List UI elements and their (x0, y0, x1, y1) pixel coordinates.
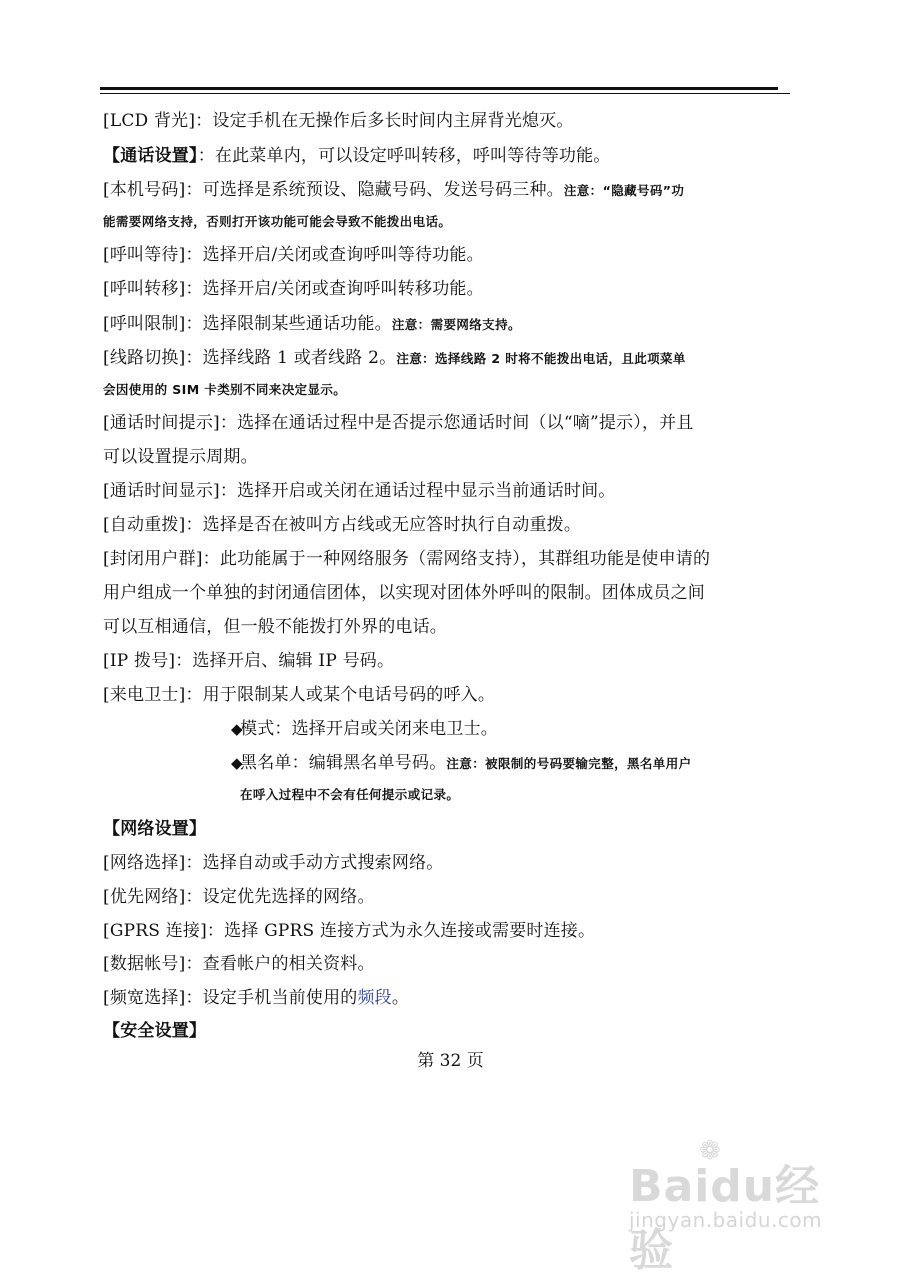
diamond-bullet-icon: ◆ (231, 720, 243, 738)
text-line: [LCD 背光]：设定手机在无操作后多长时间内主屏背光熄灭。 (103, 111, 574, 131)
text-line: [通话时间提示]：选择在通话过程中是否提示您通话时间（以“嘀”提示），并且 (103, 413, 694, 433)
note-text: 注意：“隐藏号码”功 (563, 183, 685, 198)
text-line: [IP 拨号]：选择开启、编辑 IP 号码。 (103, 651, 395, 671)
text-line (103, 378, 793, 401)
paw-icon: ❁ (699, 1136, 721, 1166)
text-line: [封闭用户群]：此功能属于一种网络服务（需网络支持），其群组功能是使申请的 (103, 549, 711, 569)
note-text: 会因使用的 SIM 卡类别不同来决定显示。 (103, 382, 347, 397)
link-band[interactable]: 频段 (357, 988, 392, 1008)
section-heading: 【安全设置】 (103, 1021, 207, 1041)
watermark-url: jingyan.baidu.com (629, 1208, 823, 1232)
text-line: 可以设置提示周期。 (103, 447, 258, 467)
text-line (103, 818, 793, 840)
header-rule-thick (100, 87, 778, 90)
bullet-item: 模式：选择开启或关闭来电卫士。 (240, 719, 498, 739)
text-line: [来电卫士]：用于限制某人或某个电话号码的呼入。 (103, 685, 496, 705)
text-line: [呼叫限制]：选择限制某些通话功能。注意：需要网络支持。 (103, 314, 521, 334)
text-line: [本机号码]：可选择是系统预设、隐藏号码、发送号码三种。注意：“隐藏号码”功 (103, 180, 685, 200)
diamond-bullet-icon: ◆ (231, 754, 243, 772)
text-line: 可以互相通信，但一般不能拨打外界的电话。 (103, 617, 447, 637)
section-heading: 【通话设置】 (103, 146, 198, 166)
note-text: 注意：选择线路 2 时将不能拨出电话，且此项菜单 (396, 351, 686, 366)
header-rule-thin (100, 93, 790, 94)
bullet-continuation (240, 783, 800, 806)
baidu-watermark (629, 1136, 839, 1276)
text-line: [呼叫等待]：选择开启/关闭或查询呼叫等待功能。 (103, 245, 484, 265)
text-line: [GPRS 连接]：选择 GPRS 连接方式为永久连接或需要时连接。 (103, 921, 596, 941)
text-line: [呼叫转移]：选择开启/关闭或查询呼叫转移功能。 (103, 279, 484, 299)
text-line: [网络选择]：选择自动或手动方式搜索网络。 (103, 853, 444, 873)
text-line: [频宽选择]：设定手机当前使用的频段。 (103, 988, 410, 1008)
bullet-item: 黑名单：编辑黑名单号码。注意：被限制的号码要输完整，黑名单用户 (240, 753, 692, 773)
note-text: 在呼入过程中不会有任何提示或记录。 (240, 787, 460, 802)
text-line: [通话时间显示]：选择开启或关闭在通话过程中显示当前通话时间。 (103, 481, 616, 501)
text-line: [优先网络]：设定优先选择的网络。 (103, 887, 375, 907)
text-line: 【通话设置】：在此菜单内，可以设定呼叫转移，呼叫等待等功能。 (103, 146, 611, 166)
section-heading: 【网络设置】 (103, 819, 207, 839)
note-text: 注意：被限制的号码要输完整，黑名单用户 (446, 756, 692, 771)
page-number: 第 32 页 (417, 1051, 484, 1071)
text-line: [自动重拨]：选择是否在被叫方占线或无应答时执行自动重拨。 (103, 515, 582, 535)
text-line: 用户组成一个单独的封闭通信团体，以实现对团体外呼叫的限制。团体成员之间 (103, 583, 705, 603)
text-line: [线路切换]：选择线路 1 或者线路 2。注意：选择线路 2 时将不能拨出电话，且此项菜单 (103, 348, 686, 368)
note-text: 能需要网络支持，否则打开该功能可能会导致不能拨出电话。 (103, 214, 452, 229)
note-text: 注意：需要网络支持。 (391, 317, 521, 332)
watermark-logo: Baidu经验 (629, 1161, 821, 1276)
text-line: [数据帐号]：查看帐户的相关资料。 (103, 954, 375, 974)
text-line (103, 1020, 793, 1042)
text-line (103, 210, 793, 233)
